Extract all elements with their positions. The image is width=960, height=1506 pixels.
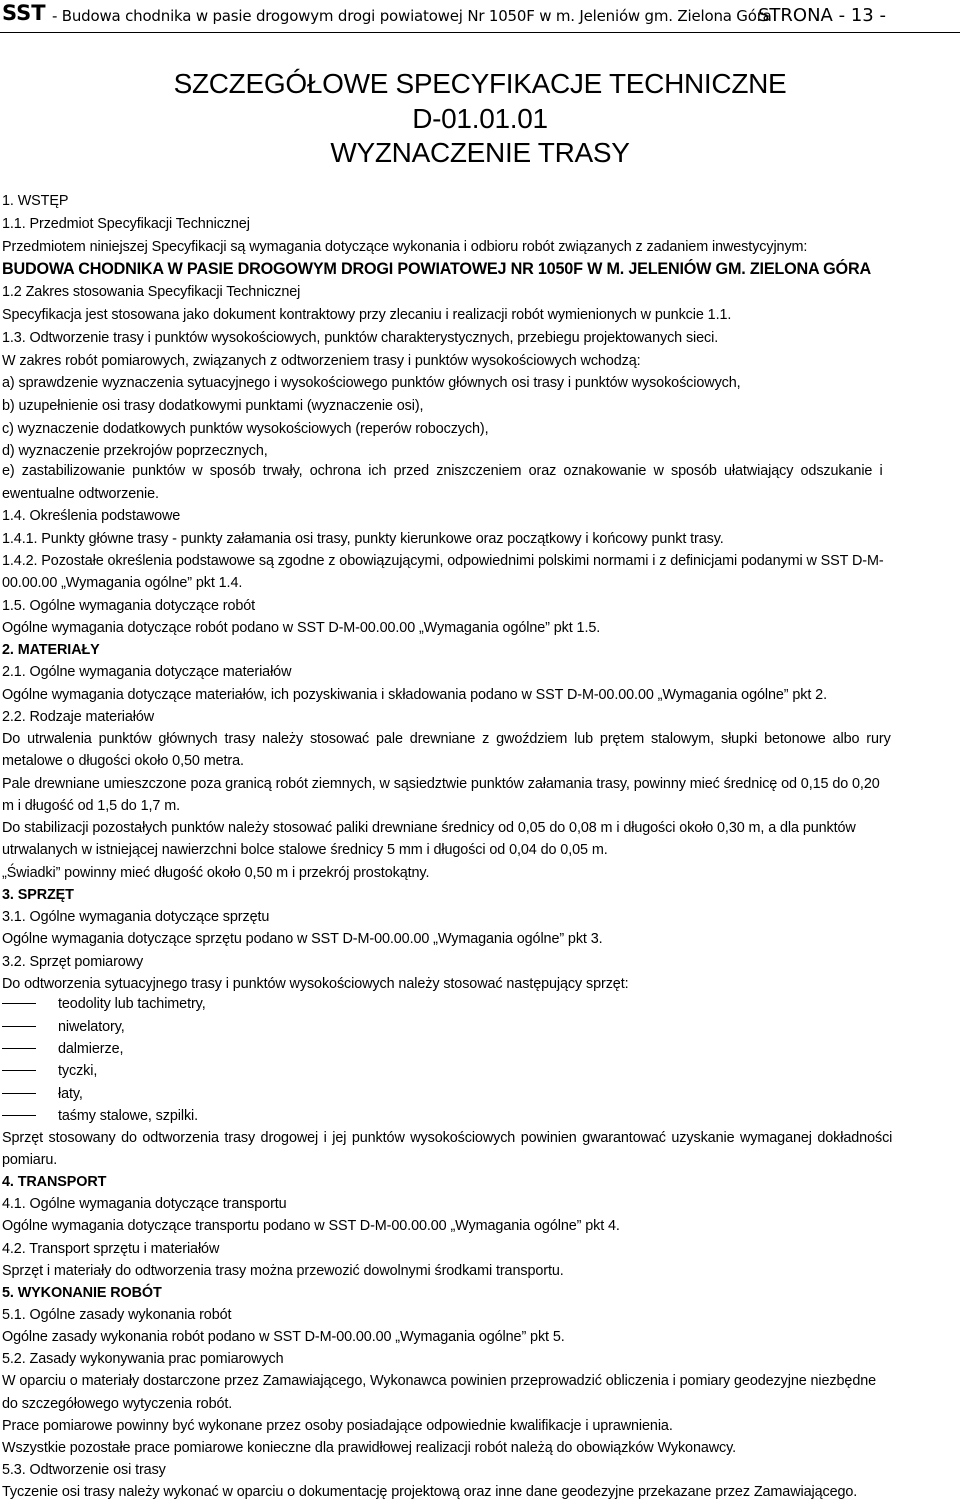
paragraph-line: Prace pomiarowe powinny być wykonane przez osoby posiadające odpowiednie kwalifikacje i uprawnienia. xyxy=(2,1418,673,1434)
paragraph-line: Sprzęt stosowany do odtworzenia trasy drogowej i jej punktów wysokościowych powinien gwarantować uzyskanie wymaganej dokładności xyxy=(2,1130,893,1146)
dash-bullet xyxy=(2,1070,36,1071)
page-header xyxy=(0,0,960,33)
list-item: taśmy stalowe, szpilki. xyxy=(58,1108,199,1124)
dash-bullet xyxy=(2,1026,36,1027)
list-item: łaty, xyxy=(58,1086,83,1102)
dash-bullet xyxy=(2,1003,36,1004)
subsection-heading: 2.1. Ogólne wymagania dotyczące materiałów xyxy=(2,664,292,680)
paragraph-line: ewentualne odtworzenie. xyxy=(2,486,159,502)
paragraph-line: Specyfikacja jest stosowana jako dokument kontraktowy przy zlecaniu i realizacji robót wymienionych w punkcie 1.1. xyxy=(2,307,732,323)
subsection-heading: 5.1. Ogólne zasady wykonania robót xyxy=(2,1307,232,1323)
section-heading: 4. TRANSPORT xyxy=(2,1174,107,1190)
paragraph-line: W oparciu o materiały dostarczone przez Zamawiającego, Wykonawca powinien przeprowadzić obliczenia i pomiary geodezyjne niezbędne xyxy=(2,1373,877,1389)
paragraph-line: Ogólne wymagania dotyczące transportu podano w SST D-M-00.00.00 „Wymagania ogólne” pkt 4. xyxy=(2,1218,620,1234)
paragraph-line: Ogólne zasady wykonania robót podano w SST D-M-00.00.00 „Wymagania ogólne” pkt 5. xyxy=(2,1329,565,1345)
doc-code: D-01.01.01 xyxy=(412,103,548,134)
subsection-heading: 1.1. Przedmiot Specyfikacji Technicznej xyxy=(2,216,250,232)
paragraph-line: Sprzęt i materiały do odtworzenia trasy można przewozić dowolnymi środkami transportu. xyxy=(2,1263,564,1279)
paragraph-line: utrwalanych w istniejącej nawierzchni bolce stalowe średnicy 5 mm i długości od 0,04 do 0,05 m. xyxy=(2,842,608,858)
paragraph-line: metalowe o długości około 0,50 metra. xyxy=(2,753,244,769)
subsection-heading: 4.2. Transport sprzętu i materiałów xyxy=(2,1241,220,1257)
project-name: BUDOWA CHODNIKA W PASIE DROGOWYM DROGI POWIATOWEJ NR 1050F W M. JELENIÓW GM. ZIELONA GÓRA xyxy=(2,260,871,278)
list-item: dalmierze, xyxy=(58,1041,124,1057)
section-heading: 5. WYKONANIE ROBÓT xyxy=(2,1285,162,1301)
subsection-heading: 3.1. Ogólne wymagania dotyczące sprzętu xyxy=(2,909,270,925)
paragraph-line: Tyczenie osi trasy należy wykonać w oparciu o dokumentację projektową oraz inne dane geodezyjne przekazane przez Zamawiającego. xyxy=(2,1484,858,1500)
section-heading: 1. WSTĘP xyxy=(2,193,69,209)
paragraph-line: Do odtworzenia sytuacyjnego trasy i punktów wysokościowych należy stosować następujący sprzęt: xyxy=(2,976,629,992)
header-page-number: STRONA - 13 - xyxy=(758,5,886,26)
list-item: e) zastabilizowanie punktów w sposób trwały, ochrona ich przed zniszczeniem oraz oznakowanie w sposób ułatwiający odszukanie i xyxy=(2,463,883,479)
list-item: a) sprawdzenie wyznaczenia sytuacyjnego i wysokościowego punktów głównych osi trasy i punktów wysokościowych, xyxy=(2,375,741,391)
dash-bullet xyxy=(2,1115,36,1116)
subsection-heading: 1.5. Ogólne wymagania dotyczące robót xyxy=(2,598,256,614)
paragraph-line: 1.4.1. Punkty główne trasy - punkty załamania osi trasy, punkty kierunkowe oraz początkowy i końcowy punkt trasy. xyxy=(2,531,724,547)
paragraph-line: Ogólne wymagania dotyczące robót podano w SST D-M-00.00.00 „Wymagania ogólne” pkt 1.5. xyxy=(2,620,601,636)
dash-bullet xyxy=(2,1048,36,1049)
paragraph-line: Ogólne wymagania dotyczące materiałów, ich pozyskiwania i składowania podano w SST D-M-00.00.00 „Wymagania ogólne” pkt 2. xyxy=(2,687,827,703)
paragraph-line: „Świadki” powinny mieć długość około 0,50 m i przekrój prostokątny. xyxy=(2,865,430,881)
subsection-heading: 1.3. Odtworzenie trasy i punktów wysokościowych, punktów charakterystycznych, przebiegu projektowanych sieci. xyxy=(2,330,719,346)
section-heading: 2. MATERIAŁY xyxy=(2,642,100,658)
list-item: b) uzupełnienie osi trasy dodatkowymi punktami (wyznaczenie osi), xyxy=(2,398,424,414)
paragraph-line: Ogólne wymagania dotyczące sprzętu podano w SST D-M-00.00.00 „Wymagania ogólne” pkt 3. xyxy=(2,931,603,947)
subsection-heading: 4.1. Ogólne wymagania dotyczące transportu xyxy=(2,1196,287,1212)
list-item: tyczki, xyxy=(58,1063,98,1079)
paragraph-line: Wszystkie pozostałe prace pomiarowe konieczne dla prawidłowej realizacji robót należą do obowiązków Wykonawcy. xyxy=(2,1440,737,1456)
list-item: d) wyznaczenie przekrojów poprzecznych, xyxy=(2,443,268,459)
doc-subtitle: WYZNACZENIE TRASY xyxy=(330,137,630,168)
paragraph-line: do szczegółowego wytyczenia robót. xyxy=(2,1396,233,1412)
doc-title: SZCZEGÓŁOWE SPECYFIKACJE TECHNICZNE xyxy=(173,68,787,99)
paragraph-line: 00.00.00 „Wymagania ogólne” pkt 1.4. xyxy=(2,575,243,591)
header-sst: SST xyxy=(2,1,46,25)
paragraph-line: Przedmiotem niniejszej Specyfikacji są wymagania dotyczące wykonania i odbioru robót związanych z zadaniem inwestycyjnym: xyxy=(2,239,808,255)
paragraph-line: Do utrwalenia punktów głównych trasy należy stosować pale drewniane z gwoździem lub prętem stalowym, słupki betonowe albo rury xyxy=(2,731,891,747)
paragraph-line: pomiaru. xyxy=(2,1152,58,1168)
subsection-heading: 5.2. Zasady wykonywania prac pomiarowych xyxy=(2,1351,284,1367)
dash-bullet xyxy=(2,1093,36,1094)
list-item: niwelatory, xyxy=(58,1019,125,1035)
paragraph-line: 1.4.2. Pozostałe określenia podstawowe są zgodne z obowiązującymi, odpowiednimi polskimi normami i z definicjami podanymi w SST D-M- xyxy=(2,553,884,569)
subsection-heading: 2.2. Rodzaje materiałów xyxy=(2,709,155,725)
list-item: c) wyznaczenie dodatkowych punktów wysokościowych (reperów roboczych), xyxy=(2,421,489,437)
subsection-heading: 5.3. Odtworzenie osi trasy xyxy=(2,1462,166,1478)
section-heading: 3. SPRZĘT xyxy=(2,887,74,903)
subsection-heading: 1.4. Określenia podstawowe xyxy=(2,508,181,524)
subsection-heading: 1.2 Zakres stosowania Specyfikacji Technicznej xyxy=(2,284,301,300)
paragraph-line: W zakres robót pomiarowych, związanych z odtworzeniem trasy i punktów wysokościowych wchodzą: xyxy=(2,353,641,369)
paragraph-line: m i długość od 1,5 do 1,7 m. xyxy=(2,798,180,814)
paragraph-line: Do stabilizacji pozostałych punktów należy stosować paliki drewniane średnicy od 0,05 do 0,08 m i długości około 0,30 m, a dla punktów xyxy=(2,820,856,836)
header-title: - Budowa chodnika w pasie drogowym drogi powiatowej Nr 1050F w m. Jeleniów gm. Zielona Góra xyxy=(52,7,772,25)
subsection-heading: 3.2. Sprzęt pomiarowy xyxy=(2,954,144,970)
list-item: teodolity lub tachimetry, xyxy=(58,996,206,1012)
paragraph-line: Pale drewniane umieszczone poza granicą robót ziemnych, w sąsiedztwie punktów załamania trasy, powinny mieć średnicę od 0,15 do 0,20 xyxy=(2,776,880,792)
